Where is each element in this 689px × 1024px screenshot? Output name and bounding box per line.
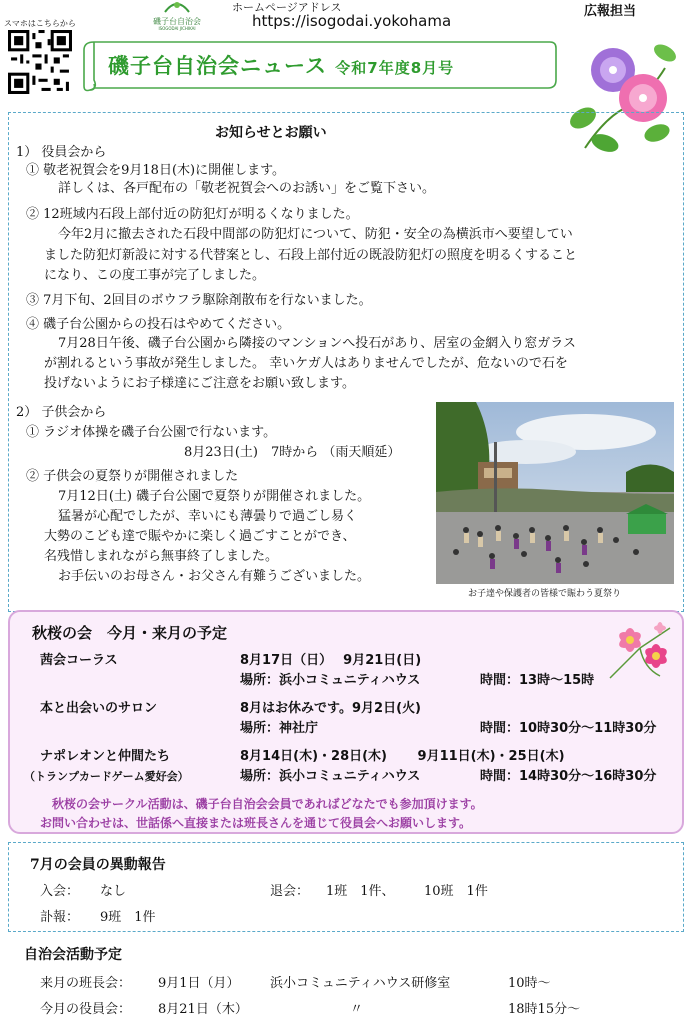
- activity-date: 9月1日（月）: [158, 976, 240, 991]
- photo-caption: お子達や保護者の皆様で賑わう夏祭り: [468, 589, 622, 599]
- schedule-footer: お問い合わせは、世話係へ直接または班長さんを通じて役員会へお願いします。: [40, 816, 472, 830]
- kids-line: 名残惜しまれながら無事終了しました。: [44, 549, 279, 564]
- circle-name: 茜会コーラス: [40, 653, 118, 668]
- circle-subname: （トランプカードゲーム愛好会）: [24, 770, 189, 783]
- cosmos-flower-illustration: [600, 618, 678, 684]
- pr-label: 広報担当: [584, 4, 637, 19]
- section-heading-board: 1） 役員会から: [16, 145, 107, 160]
- circle-time: 時間：14時30分～16時30分: [480, 769, 657, 784]
- newsletter-issue: 令和7年度8月号: [335, 59, 455, 77]
- notice-line: ました防犯灯新設に対する代替案とし、石段上部付近の既設防犯灯の照度を明るくすること: [44, 248, 578, 263]
- notice-line: が割れるという事故が発生しました。 幸いケガ人はありませんでしたが、危ないので石を: [44, 356, 568, 371]
- circle-place: 場所：神社庁: [240, 721, 319, 736]
- activities-title: 自治会活動予定: [24, 947, 122, 963]
- circle-time: 時間：10時30分～11時30分: [480, 721, 657, 736]
- circle-place: 場所：浜小コミュニティハウス: [240, 673, 421, 688]
- circle-name: 本と出会いのサロン: [40, 701, 158, 716]
- schedule-footer: 秋桜の会サークル活動は、磯子台自治会会員であればどなたでも参加頂けます。: [52, 797, 483, 811]
- circle-time: 時間：13時～15時: [480, 673, 595, 688]
- kids-line: 猛暑が心配でしたが、幸いにも薄曇りで過ごし易く: [58, 509, 358, 524]
- kids-line: 大勢のこども達で賑やかに楽しく過ごすことができ、: [44, 529, 356, 544]
- leaf-logo-icon: [157, 0, 197, 14]
- leave-value: 1班 1件、: [326, 884, 395, 899]
- leave-label: 退会：: [270, 884, 310, 899]
- activity-place: 浜小コミュニティハウス研修室: [270, 976, 451, 991]
- activity-place: 〃: [350, 1002, 364, 1017]
- newsletter-title-main: 磯子台自治会ニュース: [108, 54, 327, 78]
- notice-line: ① 敬老祝賀会を9月18日(木)に開催します。: [26, 163, 286, 178]
- activity-date: 8月21日（木）: [158, 1002, 248, 1017]
- circle-dates: 8月17日（日） 9月21日(日): [240, 653, 422, 668]
- activity-label: 今月の役員会：: [40, 1002, 132, 1017]
- kids-line: ② 子供会の夏祭りが開催されました: [26, 469, 239, 484]
- notice-line: ④ 磯子台公園からの投石はやめてください。: [26, 317, 291, 332]
- obituary-label: 訃報：: [40, 910, 80, 925]
- newsletter-title: [108, 50, 454, 80]
- activity-time: 18時15分～: [508, 1002, 581, 1017]
- kids-line: ① ラジオ体操を磯子台公園で行ないます。: [26, 425, 277, 440]
- kids-line: 7月12日(土) 磯子台公園で夏祭りが開催されました。: [58, 489, 371, 504]
- logo-text: 磯子台自治会: [153, 17, 201, 26]
- kids-line: 8月23日(土) 7時から （雨天順延）: [184, 445, 401, 460]
- notice-line: 今年2月に撤去された石段中間部の防犯灯について、防犯・安全の為横浜市へ要望してい: [58, 227, 573, 242]
- notice-line: ③ 7月下旬、2回目のボウフラ駆除剤散布を行ないました。: [26, 293, 372, 308]
- notice-line: 7月28日午後、磯子台公園から隣接のマンションへ投石があり、居室の金網入り窓ガラス: [58, 336, 576, 351]
- homepage-url[interactable]: https://isogodai.yokohama: [252, 12, 452, 30]
- association-logo: [147, 0, 207, 31]
- schedule-title: 秋桜の会 今月・来月の予定: [32, 624, 228, 642]
- circle-dates: 8月はお休みです。9月2日(火): [240, 701, 421, 716]
- section-heading-kids: 2） 子供会から: [16, 405, 107, 420]
- homepage-label: ホームページアドレス: [232, 1, 342, 14]
- notice-line: になり、この度工事が完了しました。: [44, 268, 266, 283]
- circle-name: ナポレオンと仲間たち: [40, 749, 171, 764]
- kids-line: お手伝いのお母さん・お父さん有難うございました。: [58, 569, 371, 584]
- activity-time: 10時～: [508, 976, 551, 991]
- circle-dates: 8月14日(木)・28日(木) 9月11日(木)・25日(木): [240, 749, 565, 764]
- notice-title: お知らせとお願い: [215, 125, 327, 141]
- obituary-value: 9班 1件: [100, 910, 156, 925]
- circle-place: 場所：浜小コミュニティハウス: [240, 769, 421, 784]
- summer-festival-photo: [436, 402, 674, 584]
- notice-line: 投げないようにお子様達にご注意をお願い致します。: [44, 376, 355, 391]
- notice-line: ② 12班域内石段上部付近の防犯灯が明るくなりました。: [26, 207, 359, 222]
- qr-code-graphic: [8, 30, 72, 94]
- logo-sub: ISOGODAI JICHIKAI: [158, 26, 196, 31]
- join-label: 入会：: [40, 884, 80, 899]
- activity-label: 来月の班長会：: [40, 976, 132, 991]
- qr-label: スマホはこちらから: [4, 19, 76, 28]
- join-value: なし: [100, 884, 127, 899]
- member-change-title: 7月の会員の異動報告: [30, 857, 166, 873]
- qr-code[interactable]: [8, 30, 72, 94]
- notice-line: 詳しくは、各戸配布の「敬老祝賀会へのお誘い」をご覧下さい。: [58, 181, 436, 196]
- leave-value: 10班 1件: [424, 884, 488, 899]
